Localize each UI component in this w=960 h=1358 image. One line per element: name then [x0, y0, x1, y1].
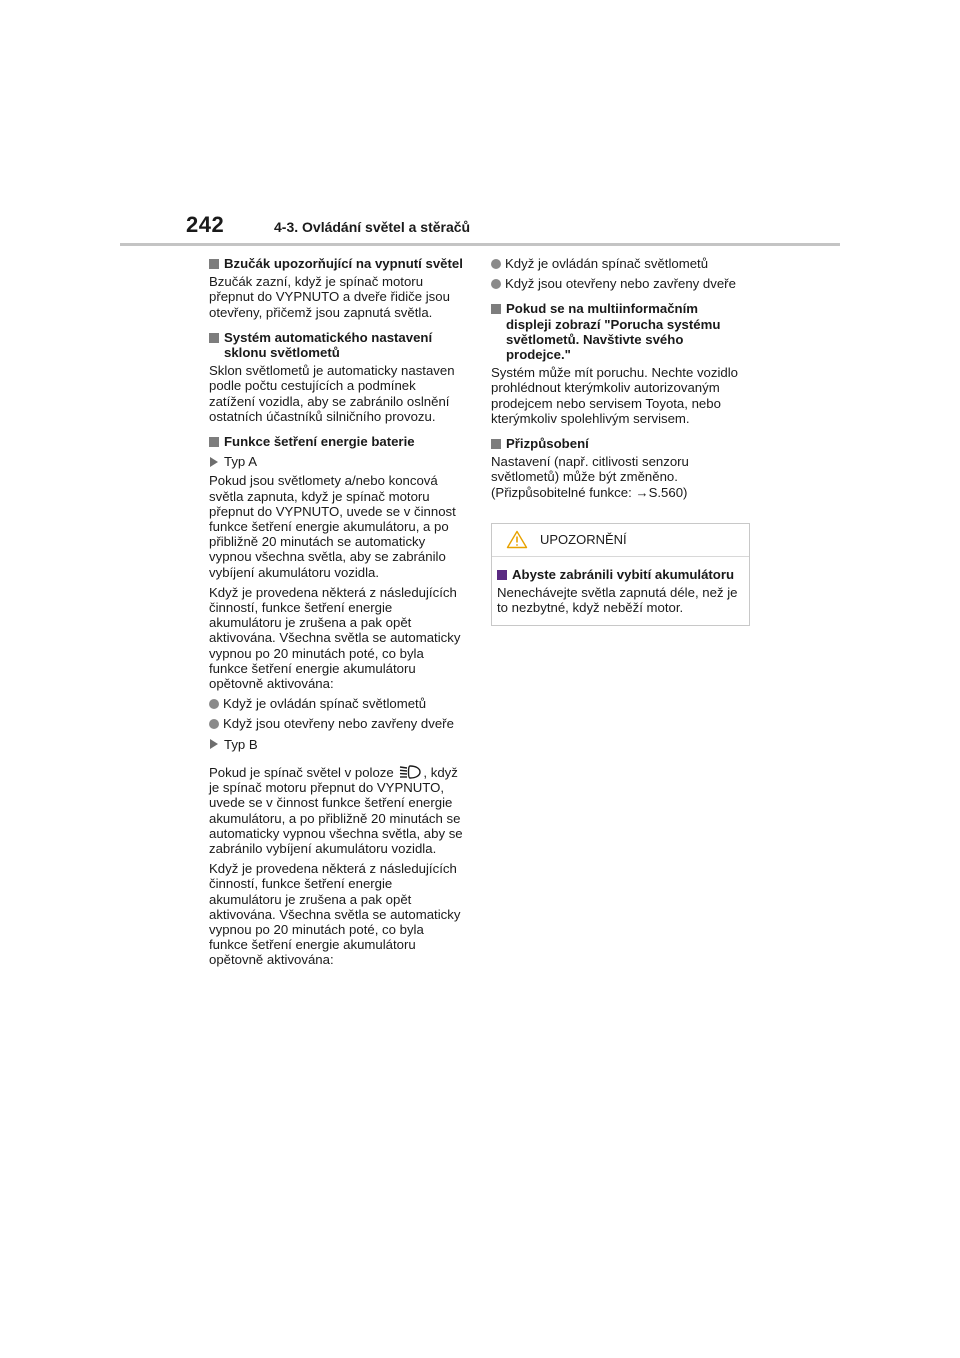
- warning-triangle-icon: [506, 530, 528, 549]
- page-number: 242: [186, 212, 225, 237]
- headlight-icon: [398, 764, 422, 780]
- square-bullet-icon: [209, 259, 219, 269]
- round-bullet-icon: [491, 279, 501, 289]
- warning-text: Nenechávejte světla zapnutá déle, než je to nezbytné, když neběží motor.: [497, 585, 738, 616]
- square-bullet-icon: [209, 437, 219, 447]
- list-item: Když jsou otevřeny nebo zavřeny dveře: [209, 716, 465, 731]
- section-heading-battery-saver: Funkce šetření energie baterie: [209, 434, 465, 449]
- square-bullet-icon: [209, 333, 219, 343]
- chapter-title: 4-3. Ovládání světel a stěračů: [274, 219, 471, 235]
- square-bullet-icon: [491, 439, 501, 449]
- list-item: Když jsou otevřeny nebo zavřeny dveře: [491, 276, 747, 291]
- list-item: Když je ovládán spínač světlometů: [491, 256, 747, 271]
- type-b-label: Typ B: [209, 737, 465, 752]
- left-column: [209, 256, 465, 973]
- warning-header: [492, 524, 749, 557]
- section-heading-customization: Přizpůsobení: [491, 436, 747, 451]
- section-heading-leveling: Systém automatického nastavení sklonu světlometů: [209, 330, 465, 360]
- section-heading-buzzer: Bzučák upozorňující na vypnutí světel: [209, 256, 465, 271]
- type-a-text-1: Pokud jsou světlomety a/nebo koncová světla zapnuta, když je spínač motoru přepnut do VYPNUTO, uvede se v činnost funkce šetření energie akumulátoru, a po přibližně 20 minutách se automaticky vypnou všechna světla, aby se zabránilo vybíjení akumulátoru vozidla.: [209, 473, 456, 580]
- warning-box: [491, 523, 750, 627]
- square-bullet-icon: [497, 570, 507, 580]
- type-a-text-2: Když je provedena některá z následujících činností, funkce šetření energie akumulátoru je zrušena a pak opět aktivována. Všechna světla se automaticky vypnou po 20 minutách poté, co byla funkce šetření energie akumulátoru opětovně aktivována:: [209, 584, 461, 692]
- type-b-text-1: Pokud je spínač světel v poloze , když je spínač motoru přepnut do VYPNUTO, uvede se v činnost funkce šetření energie akumulátoru, a po přibližně 20 minutách se automaticky vypnou všechna světla, aby se zabránilo vybíjení akumulátoru vozidla.: [209, 764, 463, 856]
- type-b-text-2: Když je provedena některá z následujících činností, funkce šetření energie akumulátoru je zrušena a pak opět aktivována. Všechna světla se automaticky vypnou po 20 minutách poté, co byla funkce šetření energie akumulátoru opětovně aktivována:: [209, 861, 461, 968]
- header-rule: [120, 243, 840, 246]
- malfunction-text: Systém může mít poruchu. Nechte vozidlo prohlédnout kterýmkoliv autorizovaným prodejcem nebo servisem Toyota, nebo kterýmkoliv spolehlivým servisem.: [491, 365, 739, 426]
- warning-heading: Abyste zabránili vybití akumulátoru: [497, 567, 743, 582]
- list-item: Když je ovládán spínač světlometů: [209, 696, 465, 711]
- right-column: [491, 256, 747, 626]
- round-bullet-icon: [209, 699, 219, 709]
- triangle-pointer-icon: [210, 739, 218, 749]
- buzzer-text: Bzučák zazní, když je spínač motoru přepnut do VYPNUTO a dveře řidiče jsou otevřeny, přičemž jsou zapnutá světla.: [209, 274, 450, 320]
- customization-text: Nastavení (např. citlivosti senzoru světlometů) může být změněno.: [491, 454, 689, 485]
- warning-body: [492, 557, 749, 626]
- type-a-label: Typ A: [209, 454, 465, 469]
- round-bullet-icon: [209, 719, 219, 729]
- leveling-text: Sklon světlometů je automaticky nastaven podle počtu cestujících a podmínek zatížení vozidla, aby se zabránilo oslnění ostatních účastníků silničního provozu.: [209, 363, 455, 424]
- section-heading-malfunction: Pokud se na multiinformačním displeji zobrazí "Porucha systému světlometů. Navštivte svého prodejce.": [491, 301, 747, 362]
- triangle-pointer-icon: [210, 457, 218, 467]
- customization-reference: (Přizpůsobitelné funkce: →S.560): [491, 484, 688, 500]
- warning-title: UPOZORNĚNÍ: [540, 532, 627, 548]
- round-bullet-icon: [491, 259, 501, 269]
- square-bullet-icon: [491, 304, 501, 314]
